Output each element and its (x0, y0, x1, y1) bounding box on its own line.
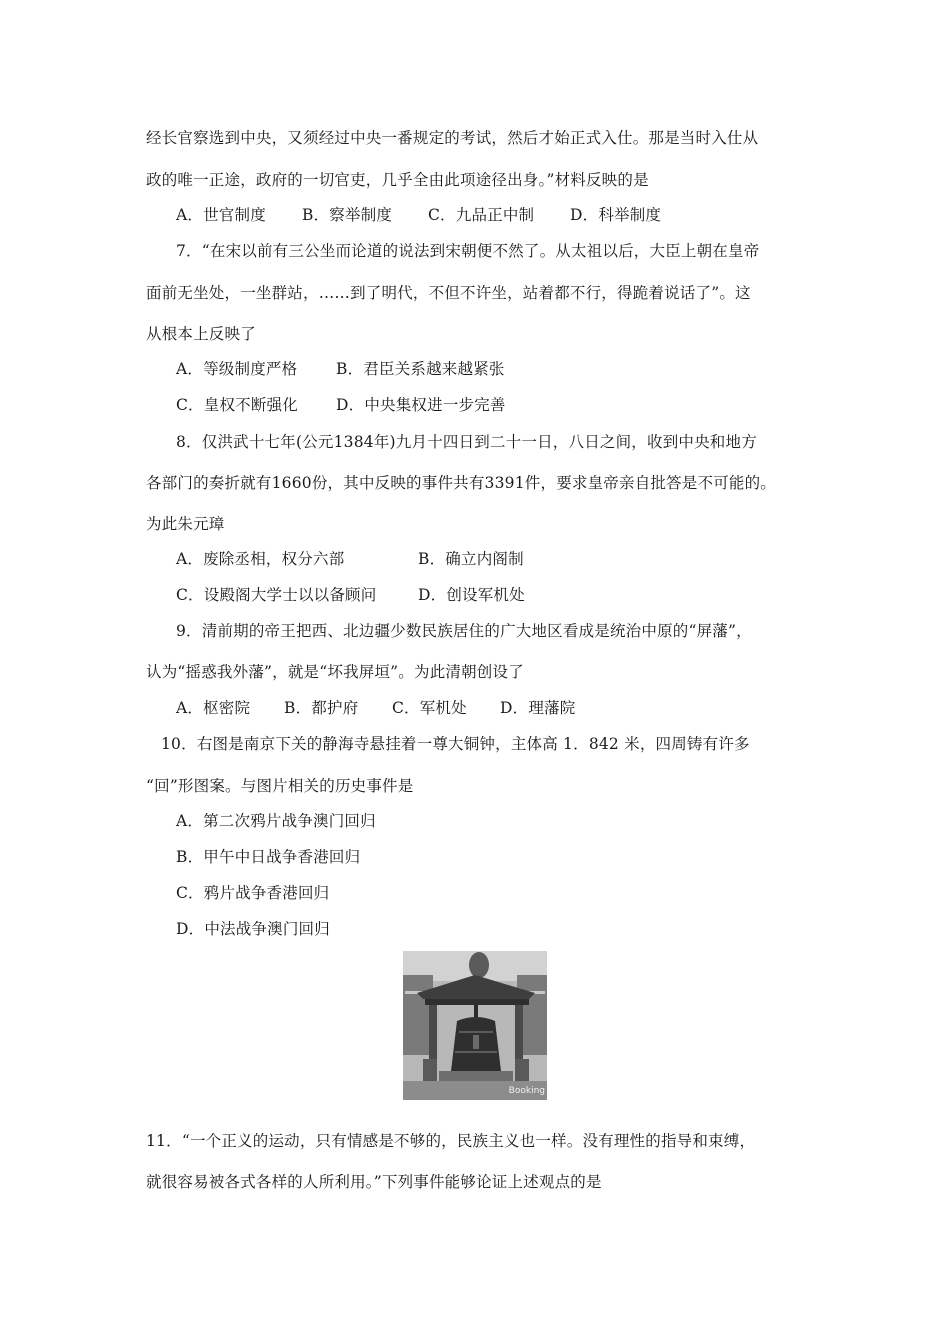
q11-text-line-1: 11．“一个正义的运动，只有情感是不够的，民族主义也一样。没有理性的指导和束缚， (146, 1132, 756, 1150)
q7-options-row-1 (176, 359, 505, 379)
q7-option-a: A．等级制度严格 (176, 360, 298, 378)
photo-watermark: Booking (508, 1086, 545, 1096)
q9-option-d: D．理藩院 (500, 699, 576, 717)
q10-text-line-2: “回”形图案。与图片相关的历史事件是 (146, 777, 414, 795)
q6-option-a: A．世官制度 (176, 206, 266, 224)
q6-option-c: C．九品正中制 (428, 206, 535, 224)
bell-photo (403, 951, 547, 1100)
q6-option-d: D．科举制度 (570, 206, 662, 224)
q8-text-line-2: 各部门的奏折就有1660份，其中反映的事件共有3391件，要求皇帝亲自批答是不可能的。 (146, 474, 776, 492)
q8-option-d: D．创设军机处 (418, 586, 525, 604)
q10-option-d: D．中法战争澳门回归 (176, 920, 330, 938)
bell-illustration (403, 951, 547, 1100)
q8-option-c: C．设殿阁大学士以以备顾问 (176, 586, 377, 604)
q9-text-line-1: 9．清前期的帝王把西、北边疆少数民族居住的广大地区看成是统治中原的“屏藩”， (176, 622, 752, 640)
q6-options (176, 205, 661, 225)
q8-option-a: A．废除丞相，权分六部 (176, 550, 345, 568)
q10-text-line-1: 10．右图是南京下关的静海寺悬挂着一尊大铜钟，主体高 1．842 米，四周铸有许多 (161, 735, 750, 753)
q8-options-row-2 (176, 585, 525, 605)
q6-text-line-2: 政的唯一正途，政府的一切官吏，几乎全由此项途径出身。”材料反映的是 (146, 171, 649, 189)
q6-option-b: B．察举制度 (302, 206, 393, 224)
q10-option-b: B．甲午中日战争香港回归 (176, 848, 361, 866)
q8-text-line-3: 为此朱元璋 (146, 515, 225, 533)
q10-option-c: C．鸦片战争香港回归 (176, 884, 330, 902)
q7-text-line-3: 从根本上反映了 (146, 325, 256, 343)
q9-option-a: A．枢密院 (176, 699, 251, 717)
q9-options (176, 698, 575, 718)
q9-text-line-2: 认为“摇惑我外藩”，就是“坏我屏垣”。为此清朝创设了 (146, 663, 524, 681)
q7-text-line-1: 7．“在宋以前有三公坐而论道的说法到宋朝便不然了。从太祖以后，大臣上朝在皇帝 (176, 242, 760, 260)
q7-option-c: C．皇权不断强化 (176, 396, 298, 414)
q9-option-c: C．军机处 (392, 699, 467, 717)
q7-text-line-2: 面前无坐处，一坐群站，……到了明代，不但不许坐，站着都不行，得跪着说话了”。这 (146, 284, 751, 302)
q8-options-row-1 (176, 549, 524, 569)
q7-options-row-2 (176, 395, 506, 415)
q8-text-line-1: 8．仅洪武十七年(公元1384年)九月十四日到二十一日，八日之间，收到中央和地方 (176, 433, 757, 451)
q11-text-line-2: 就很容易被各式各样的人所利用。”下列事件能够论证上述观点的是 (146, 1173, 602, 1191)
q9-option-b: B．都护府 (284, 699, 359, 717)
q7-option-d: D．中央集权进一步完善 (336, 396, 506, 414)
q7-option-b: B．君臣关系越来越紧张 (336, 360, 505, 378)
q8-option-b: B．确立内阁制 (418, 550, 524, 568)
q10-option-a: A．第二次鸦片战争澳门回归 (176, 812, 376, 830)
q6-text-line-1: 经长官察选到中央，又须经过中央一番规定的考试，然后才始正式入仕。那是当时入仕从 (146, 129, 759, 147)
